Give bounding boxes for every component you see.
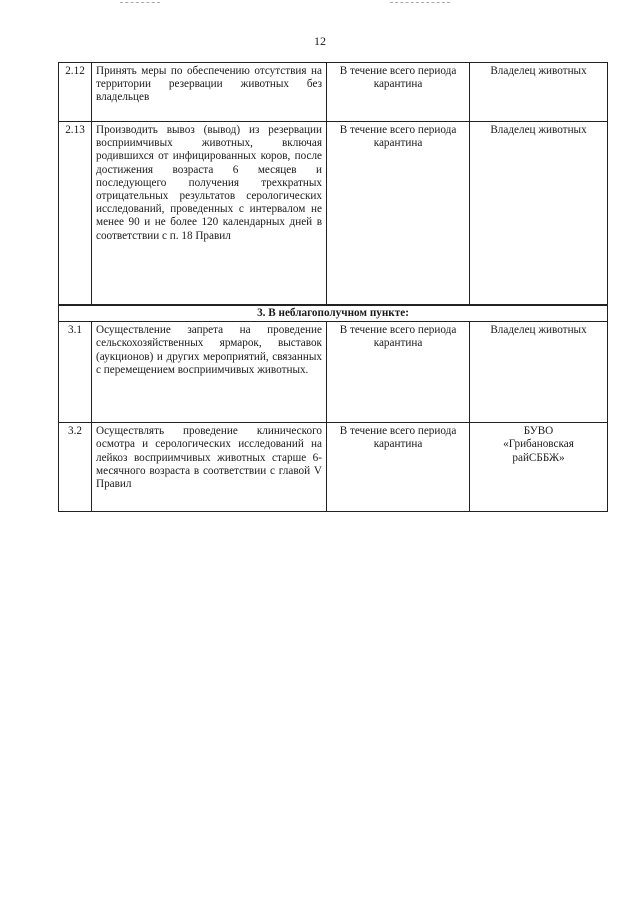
row-action: Производить вывоз (вывод) из резервации восприимчивых животных, включая родившихся от инфицированных коров, после достижения возраста 6 месяцев и последующего получения трехкратных отрицательных результатов серологических исследований, проведенных с интервалом не менее 90 и не более 120 календарных дней в соответствии с п. 18 Правил <box>92 122 327 306</box>
row-responsible <box>470 122 608 306</box>
row-number: 3.2 <box>59 423 92 512</box>
responsible-line: Владелец животных <box>490 324 587 337</box>
table-row <box>59 122 608 306</box>
responsible-line: БУВО <box>523 425 554 438</box>
table-row <box>59 322 608 423</box>
scan-artifact-line <box>390 2 450 3</box>
row-action: Осуществлять проведение клинического осмотра и серологических исследований на лейкоз восприимчивых животных старше 6-месячного возраста в соответствии с главой V Правил <box>92 423 327 512</box>
section-header-row <box>59 305 608 322</box>
row-term: В течение всего периода карантина <box>327 63 470 122</box>
section-title: 3. В неблагополучном пункте: <box>59 305 608 322</box>
row-term: В течение всего периода карантина <box>327 122 470 306</box>
table-row <box>59 63 608 122</box>
responsible-line: Владелец животных <box>490 65 587 77</box>
row-number: 3.1 <box>59 322 92 423</box>
responsible-line: райСББЖ» <box>512 451 565 464</box>
row-number: 2.12 <box>59 63 92 122</box>
row-responsible <box>470 322 608 423</box>
scan-artifact-line <box>120 2 160 3</box>
row-responsible <box>470 423 608 512</box>
quarantine-measures-table <box>58 62 608 512</box>
responsible-line: Владелец животных <box>490 124 587 136</box>
row-action: Принять меры по обеспечению отсутствия на территории резервации животных без владельцев <box>92 63 327 122</box>
responsible-line: «Грибановская <box>503 438 574 451</box>
row-action: Осуществление запрета на проведение сельскохозяйственных ярмарок, выставок (аукционов) и других мероприятий, связанных с перемещением восприимчивых животных. <box>92 322 327 423</box>
row-responsible <box>470 63 608 122</box>
table-row <box>59 423 608 512</box>
row-term: В течение всего периода карантина <box>327 423 470 512</box>
row-number: 2.13 <box>59 122 92 306</box>
page-number: 12 <box>314 34 326 48</box>
row-term: В течение всего периода карантина <box>327 322 470 423</box>
